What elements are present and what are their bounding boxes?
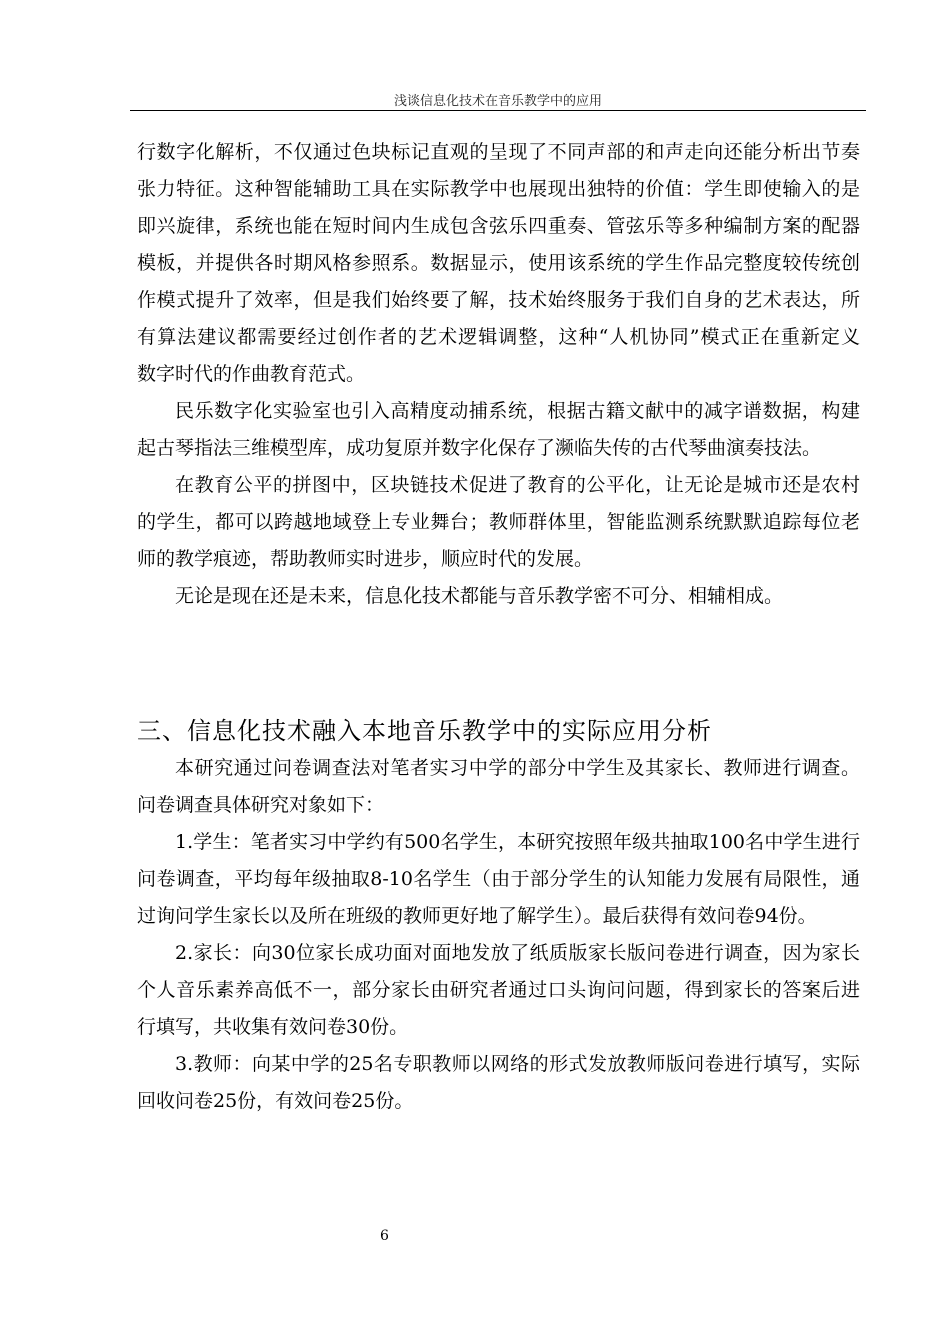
text-line: 无论是现在还是未来，信息化技术都能与音乐教学密不可分、相辅相成。: [175, 585, 784, 607]
text-line: 3.教师：向某中学的25名专职教师以网络的形式发放教师版问卷进行填写，实际: [175, 1053, 860, 1075]
text-line: 的学生，都可以跨越地域登上专业舞台；教师群体里，智能监测系统默默追踪每位老: [137, 511, 860, 533]
text-line: 民乐数字化实验室也引入高精度动捕系统，根据古籍文献中的减字谱数据，构建: [175, 400, 860, 422]
text-line: 2.家长：向30位家长成功面对面地发放了纸质版家长版问卷进行调查，因为家长: [175, 942, 860, 964]
text-line: 问卷调查，平均每年级抽取8-10名学生（由于部分学生的认知能力发展有局限性，通: [137, 868, 860, 890]
text-line: 1.学生：笔者实习中学约有500名学生，本研究按照年级共抽取100名中学生进行: [175, 831, 860, 853]
text-line: 问卷调查具体研究对象如下：: [137, 794, 385, 816]
section-heading: 三、信息化技术融入本地音乐教学中的实际应用分析: [137, 717, 712, 745]
running-header: 浅谈信息化技术在音乐教学中的应用: [393, 94, 602, 109]
body-text-block-2: [137, 750, 860, 1120]
body-text-block-1: [137, 134, 860, 615]
text-line: 在教育公平的拼图中，区块链技术促进了教育的公平化，让无论是城市还是农村: [175, 474, 860, 496]
text-line: 张力特征。这种智能辅助工具在实际教学中也展现出独特的价值：学生即使输入的是: [137, 178, 860, 200]
header-rule: [130, 110, 866, 111]
text-line: 本研究通过问卷调查法对笔者实习中学的部分中学生及其家长、教师进行调查。: [175, 757, 860, 779]
page-number: 6: [380, 1228, 389, 1244]
text-line: 模板，并提供各时期风格参照系。数据显示，使用该系统的学生作品完整度较传统创: [137, 252, 860, 274]
text-line: 有算法建议都需要经过创作者的艺术逻辑调整，这种“人机协同”模式正在重新定义: [137, 326, 860, 348]
text-line: 即兴旋律，系统也能在短时间内生成包含弦乐四重奏、管弦乐等多种编制方案的配器: [137, 215, 860, 237]
text-line: 过询问学生家长以及所在班级的教师更好地了解学生）。最后获得有效问卷94份。: [137, 905, 817, 927]
text-line: 行数字化解析，不仅通过色块标记直观的呈现了不同声部的和声走向还能分析出节奏: [137, 141, 860, 163]
text-line: 回收问卷25份，有效问卷25份。: [137, 1090, 414, 1112]
text-line: 起古琴指法三维模型库，成功复原并数字化保存了濒临失传的古代琴曲演奏技法。: [137, 437, 822, 459]
text-line: 个人音乐素养高低不一，部分家长由研究者通过口头询问问题，得到家长的答案后进: [137, 979, 860, 1001]
text-line: 作模式提升了效率，但是我们始终要了解，技术始终服务于我们自身的艺术表达，所: [137, 289, 860, 311]
text-line: 师的教学痕迹，帮助教师实时进步，顺应时代的发展。: [137, 548, 594, 570]
text-line: 数字时代的作曲教育范式。: [137, 363, 366, 385]
text-line: 行填写，共收集有效问卷30份。: [137, 1016, 409, 1038]
